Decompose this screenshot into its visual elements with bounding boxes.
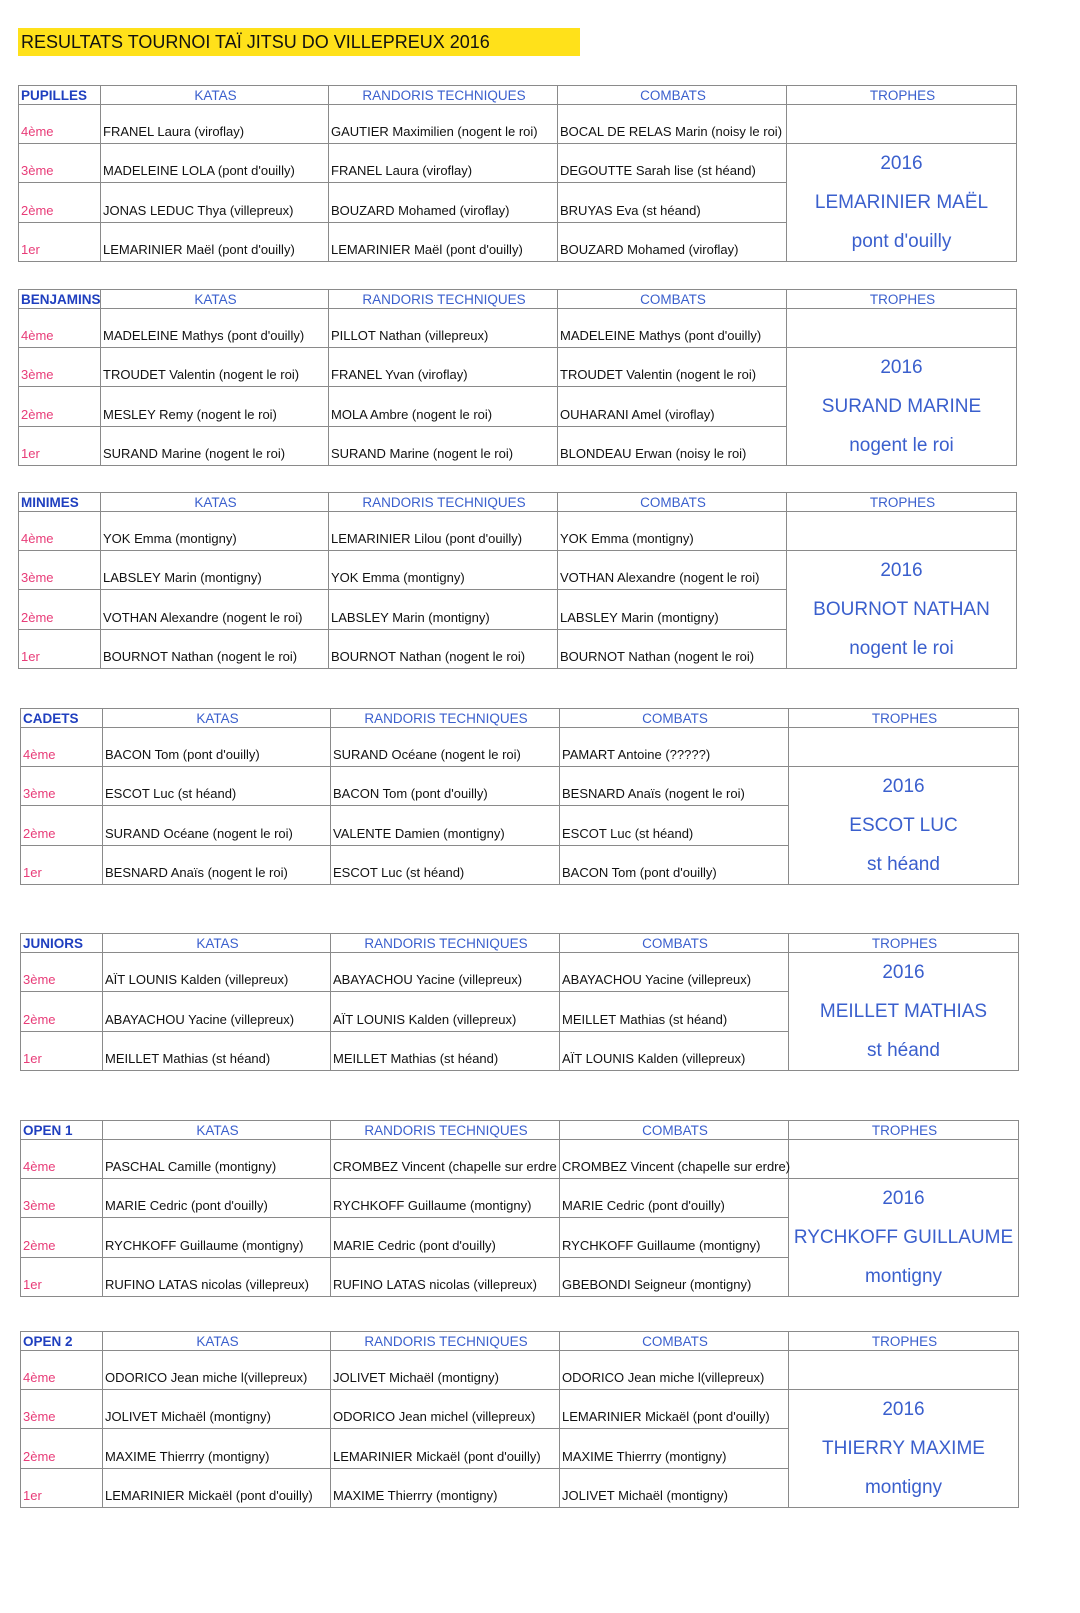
combats-cell: OUHARANI Amel (viroflay) [558,387,787,426]
trophy-empty-cell [789,728,1019,767]
table-row [21,1351,1019,1390]
katas-cell: BOURNOT Nathan (nogent le roi) [101,629,329,668]
rank-cell: 2ème [19,387,101,426]
trophy-cell [789,1179,1019,1297]
header-combats: COMBATS [560,934,789,953]
table-row [21,767,1019,806]
katas-cell: RYCHKOFF Guillaume (montigny) [103,1218,331,1257]
katas-cell: AÏT LOUNIS Kalden (villepreux) [103,953,331,992]
header-combats: COMBATS [560,1121,789,1140]
trophy-club: st héand [867,1040,940,1061]
category-label: BENJAMINS [19,290,101,309]
combats-cell: ABAYACHOU Yacine (villepreux) [560,953,789,992]
rank-cell: 3ème [21,1390,103,1429]
randoris-cell: MEILLET Mathias (st héand) [331,1031,560,1070]
header-katas: KATAS [101,86,329,105]
katas-cell: FRANEL Laura (viroflay) [101,105,329,144]
katas-cell: MAXIME Thierrry (montigny) [103,1429,331,1468]
rank-cell: 1er [21,1468,103,1507]
header-combats: COMBATS [558,86,787,105]
table-row [21,1390,1019,1429]
katas-cell: TROUDET Valentin (nogent le roi) [101,348,329,387]
randoris-cell: ODORICO Jean michel (villepreux) [331,1390,560,1429]
rank-cell: 4ème [19,512,101,551]
results-table-benjamins [18,289,1017,466]
randoris-cell: LEMARINIER Mickaël (pont d'ouilly) [331,1429,560,1468]
category-label: OPEN 1 [21,1121,103,1140]
trophy-club: nogent le roi [849,435,954,456]
header-trophes: TROPHES [787,493,1017,512]
randoris-cell: JOLIVET Michaël (montigny) [331,1351,560,1390]
header-randoris: RANDORIS TECHNIQUES [329,86,558,105]
rank-cell: 2ème [21,1218,103,1257]
trophy-name: SURAND MARINE [821,396,982,417]
trophy-year: 2016 [880,153,923,174]
header-combats: COMBATS [560,1332,789,1351]
trophy-club: st héand [867,854,940,875]
header-randoris: RANDORIS TECHNIQUES [331,709,560,728]
randoris-cell: MARIE Cedric (pont d'ouilly) [331,1218,560,1257]
katas-cell: JONAS LEDUC Thya (villepreux) [101,183,329,222]
katas-cell: MADELEINE Mathys (pont d'ouilly) [101,309,329,348]
randoris-cell: BOURNOT Nathan (nogent le roi) [329,629,558,668]
randoris-cell: LABSLEY Marin (montigny) [329,590,558,629]
combats-cell: TROUDET Valentin (nogent le roi) [558,348,787,387]
combats-cell: VOTHAN Alexandre (nogent le roi) [558,551,787,590]
combats-cell: BOUZARD Mohamed (viroflay) [558,222,787,261]
katas-cell: ABAYACHOU Yacine (villepreux) [103,992,331,1031]
page-title: RESULTATS TOURNOI TAÏ JITSU DO VILLEPREUX 2016 [18,28,580,56]
combats-cell: LEMARINIER Mickaël (pont d'ouilly) [560,1390,789,1429]
rank-cell: 1er [19,426,101,465]
katas-cell: SURAND Marine (nogent le roi) [101,426,329,465]
randoris-cell: GAUTIER Maximilien (nogent le roi) [329,105,558,144]
category-label: PUPILLES [19,86,101,105]
trophy-year: 2016 [882,1399,925,1420]
table-row [19,144,1017,183]
trophy-name: BOURNOT NATHAN [813,599,990,620]
rank-cell: 4ème [19,105,101,144]
combats-cell: BACON Tom (pont d'ouilly) [560,845,789,884]
trophy-cell [787,348,1017,466]
trophy-name: MEILLET MATHIAS [819,1001,988,1022]
rank-cell: 3ème [19,144,101,183]
rank-cell: 2ème [21,1429,103,1468]
randoris-cell: LEMARINIER Lilou (pont d'ouilly) [329,512,558,551]
trophy-club: montigny [864,1266,943,1287]
combats-cell: LABSLEY Marin (montigny) [558,590,787,629]
table-row [19,512,1017,551]
katas-cell: LEMARINIER Mickaël (pont d'ouilly) [103,1468,331,1507]
randoris-cell: CROMBEZ Vincent (chapelle sur erdre [331,1140,560,1179]
header-trophes: TROPHES [789,1332,1019,1351]
katas-cell: LEMARINIER Maël (pont d'ouilly) [101,222,329,261]
trophy-cell [789,1390,1019,1508]
randoris-cell: YOK Emma (montigny) [329,551,558,590]
trophy-club: pont d'ouilly [851,231,952,252]
trophy-cell [787,144,1017,262]
trophy-empty-cell [787,512,1017,551]
randoris-cell: MOLA Ambre (nogent le roi) [329,387,558,426]
combats-cell: YOK Emma (montigny) [558,512,787,551]
katas-cell: ESCOT Luc (st héand) [103,767,331,806]
combats-cell: MAXIME Thierrry (montigny) [560,1429,789,1468]
category-label: JUNIORS [21,934,103,953]
randoris-cell: VALENTE Damien (montigny) [331,806,560,845]
trophy-name: ESCOT LUC [849,815,958,836]
katas-cell: MADELEINE LOLA (pont d'ouilly) [101,144,329,183]
trophy-cell [789,767,1019,885]
randoris-cell: MAXIME Thierrry (montigny) [331,1468,560,1507]
katas-cell: MARIE Cedric (pont d'ouilly) [103,1179,331,1218]
trophy-empty-cell [787,105,1017,144]
combats-cell: BLONDEAU Erwan (noisy le roi) [558,426,787,465]
header-katas: KATAS [101,493,329,512]
combats-cell: BRUYAS Eva (st héand) [558,183,787,222]
combats-cell: RYCHKOFF Guillaume (montigny) [560,1218,789,1257]
rank-cell: 4ème [21,1140,103,1179]
randoris-cell: RUFINO LATAS nicolas (villepreux) [331,1257,560,1296]
combats-cell: DEGOUTTE Sarah lise (st héand) [558,144,787,183]
header-trophes: TROPHES [787,86,1017,105]
randoris-cell: BACON Tom (pont d'ouilly) [331,767,560,806]
combats-cell: AÏT LOUNIS Kalden (villepreux) [560,1031,789,1070]
trophy-empty-cell [789,1351,1019,1390]
katas-cell: YOK Emma (montigny) [101,512,329,551]
category-label: MINIMES [19,493,101,512]
combats-cell: BOCAL DE RELAS Marin (noisy le roi) [558,105,787,144]
randoris-cell: SURAND Marine (nogent le roi) [329,426,558,465]
rank-cell: 1er [21,845,103,884]
trophy-year: 2016 [882,776,925,797]
results-table-pupilles [18,85,1017,262]
results-table-cadets [20,708,1019,885]
rank-cell: 3ème [21,767,103,806]
combats-cell: BOURNOT Nathan (nogent le roi) [558,629,787,668]
header-trophes: TROPHES [789,934,1019,953]
combats-cell: ODORICO Jean miche l(villepreux) [560,1351,789,1390]
results-table-juniors [20,933,1019,1071]
katas-cell: BACON Tom (pont d'ouilly) [103,728,331,767]
table-row [19,309,1017,348]
randoris-cell: FRANEL Yvan (viroflay) [329,348,558,387]
combats-cell: BESNARD Anaïs (nogent le roi) [560,767,789,806]
randoris-cell: ESCOT Luc (st héand) [331,845,560,884]
combats-cell: ESCOT Luc (st héand) [560,806,789,845]
trophy-club: nogent le roi [849,638,954,659]
rank-cell: 2ème [19,590,101,629]
rank-cell: 4ème [21,1351,103,1390]
trophy-cell [787,551,1017,669]
randoris-cell: BOUZARD Mohamed (viroflay) [329,183,558,222]
rank-cell: 2ème [21,806,103,845]
katas-cell: SURAND Océane (nogent le roi) [103,806,331,845]
randoris-cell: LEMARINIER Maël (pont d'ouilly) [329,222,558,261]
katas-cell: LABSLEY Marin (montigny) [101,551,329,590]
rank-cell: 3ème [19,348,101,387]
combats-cell: MEILLET Mathias (st héand) [560,992,789,1031]
rank-cell: 4ème [21,728,103,767]
trophy-name: RYCHKOFF GUILLAUME [793,1227,1014,1248]
combats-cell: JOLIVET Michaël (montigny) [560,1468,789,1507]
table-row [21,1140,1019,1179]
randoris-cell: AÏT LOUNIS Kalden (villepreux) [331,992,560,1031]
rank-cell: 4ème [19,309,101,348]
randoris-cell: PILLOT Nathan (villepreux) [329,309,558,348]
randoris-cell: FRANEL Laura (viroflay) [329,144,558,183]
combats-cell: PAMART Antoine (?????) [560,728,789,767]
category-label: CADETS [21,709,103,728]
header-trophes: TROPHES [787,290,1017,309]
katas-cell: ODORICO Jean miche l(villepreux) [103,1351,331,1390]
header-katas: KATAS [103,709,331,728]
header-combats: COMBATS [558,493,787,512]
table-row [21,728,1019,767]
katas-cell: RUFINO LATAS nicolas (villepreux) [103,1257,331,1296]
table-row [19,105,1017,144]
category-label: OPEN 2 [21,1332,103,1351]
header-combats: COMBATS [558,290,787,309]
table-row [19,551,1017,590]
katas-cell: BESNARD Anaïs (nogent le roi) [103,845,331,884]
katas-cell: MESLEY Remy (nogent le roi) [101,387,329,426]
header-randoris: RANDORIS TECHNIQUES [329,290,558,309]
rank-cell: 3ème [19,551,101,590]
combats-cell: GBEBONDI Seigneur (montigny) [560,1257,789,1296]
results-table-open-2 [20,1331,1019,1508]
trophy-empty-cell [787,309,1017,348]
table-row [21,1179,1019,1218]
combats-cell: MARIE Cedric (pont d'ouilly) [560,1179,789,1218]
rank-cell: 2ème [21,992,103,1031]
trophy-cell [789,953,1019,1071]
trophy-name: LEMARINIER MAËL [814,192,989,213]
header-randoris: RANDORIS TECHNIQUES [331,1121,560,1140]
katas-cell: PASCHAL Camille (montigny) [103,1140,331,1179]
header-randoris: RANDORIS TECHNIQUES [331,1332,560,1351]
rank-cell: 1er [19,222,101,261]
header-katas: KATAS [101,290,329,309]
table-row [19,348,1017,387]
rank-cell: 3ème [21,1179,103,1218]
header-katas: KATAS [103,1121,331,1140]
results-table-minimes [18,492,1017,669]
table-row [21,953,1019,992]
header-combats: COMBATS [560,709,789,728]
combats-cell: CROMBEZ Vincent (chapelle sur erdre) [560,1140,789,1179]
trophy-year: 2016 [880,357,923,378]
combats-cell: MADELEINE Mathys (pont d'ouilly) [558,309,787,348]
header-katas: KATAS [103,934,331,953]
header-trophes: TROPHES [789,709,1019,728]
katas-cell: VOTHAN Alexandre (nogent le roi) [101,590,329,629]
katas-cell: JOLIVET Michaël (montigny) [103,1390,331,1429]
trophy-name: THIERRY MAXIME [822,1438,985,1459]
randoris-cell: SURAND Océane (nogent le roi) [331,728,560,767]
header-randoris: RANDORIS TECHNIQUES [331,934,560,953]
header-randoris: RANDORIS TECHNIQUES [329,493,558,512]
header-katas: KATAS [103,1332,331,1351]
header-trophes: TROPHES [789,1121,1019,1140]
trophy-year: 2016 [882,962,925,983]
trophy-club: montigny [864,1477,943,1498]
rank-cell: 1er [21,1031,103,1070]
results-table-open-1 [20,1120,1019,1297]
trophy-year: 2016 [880,560,923,581]
rank-cell: 3ème [21,953,103,992]
randoris-cell: ABAYACHOU Yacine (villepreux) [331,953,560,992]
trophy-year: 2016 [882,1188,925,1209]
rank-cell: 1er [19,629,101,668]
katas-cell: MEILLET Mathias (st héand) [103,1031,331,1070]
randoris-cell: RYCHKOFF Guillaume (montigny) [331,1179,560,1218]
rank-cell: 2ème [19,183,101,222]
rank-cell: 1er [21,1257,103,1296]
trophy-empty-cell [789,1140,1019,1179]
